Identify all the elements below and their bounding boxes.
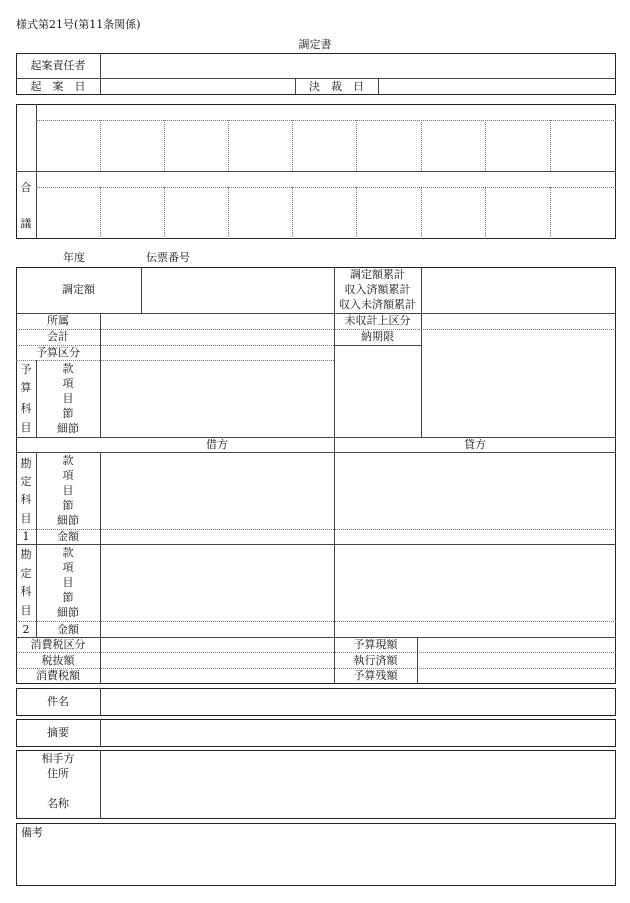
budget-remaining-label: 予算残額 [353,669,398,682]
subject-name-field[interactable] [101,689,615,715]
account1-level-setsu: 節 [62,499,74,512]
subject-level-kou: 項 [62,377,74,390]
account1-level-kan: 款 [62,454,74,467]
account2-char-1: 勘 [20,548,32,561]
affiliation-field[interactable] [101,314,333,328]
account1-debit-field[interactable] [101,453,333,528]
slip-number-label: 伝票番号 [146,251,190,264]
subject-level-saisetsu: 細節 [57,422,79,435]
account2-char-2: 定 [20,567,32,580]
decision-date-label: 決 裁 日 [309,80,364,93]
approval-label-bottom: 議 [20,217,32,230]
account1-char-2: 定 [20,475,32,488]
cumulative-field[interactable] [422,268,615,312]
approval-label-top: 合 [20,181,32,194]
account2-level-kan: 款 [62,546,74,559]
subject-level-setsu: 節 [62,407,74,420]
assessed-amount-field[interactable] [142,268,333,312]
budget-category-field[interactable] [101,346,333,359]
accounting-field[interactable] [101,330,333,344]
subject-name-label: 件名 [47,695,69,708]
budget-subject-char-2: 算 [20,381,32,394]
decision-date-field[interactable] [379,79,615,94]
page-title: 調定書 [298,38,332,51]
budget-subject-char-4: 目 [20,421,32,434]
budget-subject-char-1: 予 [20,363,32,376]
budget-subject-field[interactable] [101,361,333,436]
account2-level-kou: 項 [62,561,74,574]
account2-level-saisetsu: 細節 [57,606,79,619]
account1-level-kou: 項 [62,469,74,482]
payment-deadline-field[interactable] [422,330,615,436]
budget-current-field[interactable] [418,638,615,651]
pre-tax-amount-field[interactable] [101,653,333,667]
account2-amount-label: 金額 [57,623,79,636]
unrecorded-division-field[interactable] [422,314,615,328]
account1-char-1: 勘 [20,457,32,470]
credit-label: 貸方 [464,438,486,451]
summary-field[interactable] [101,720,615,746]
draft-date-label: 起 案 日 [30,80,86,93]
subject-level-kan: 款 [62,362,74,375]
executed-field[interactable] [418,653,615,667]
account2-credit-field[interactable] [335,545,615,620]
summary-label: 摘要 [47,726,69,739]
counterparty-address-label: 住所 [47,767,69,780]
form-number: 様式第21号(第11条関係) [16,18,141,31]
tax-amount-label: 消費税額 [36,669,80,682]
account1-level-moku: 目 [62,484,74,497]
account1-char-4: 目 [20,512,32,525]
counterparty-name-label: 名称 [47,797,69,810]
account1-char-3: 科 [20,493,32,506]
drafter-label: 起案責任者 [30,59,86,72]
tax-amount-field[interactable] [101,669,333,683]
account1-credit-field[interactable] [335,453,615,528]
account2-number: 2 [22,623,30,636]
budget-category-label: 予算区分 [36,346,80,359]
budget-subject-char-3: 科 [20,402,32,415]
account1-number: 1 [22,530,30,543]
tax-category-field[interactable] [101,638,333,651]
drafter-field[interactable] [101,54,615,77]
account2-debit-field[interactable] [101,545,333,620]
executed-label: 執行済額 [353,654,398,667]
payment-deadline-label: 納期限 [361,330,394,343]
counterparty-field[interactable] [101,751,615,818]
account1-level-saisetsu: 細節 [57,514,79,527]
fiscal-year-label: 年度 [63,251,85,264]
remarks-label: 備考 [21,826,43,839]
remarks-field[interactable] [17,842,615,885]
cumulative-unreceived-label: 収入未済額累計 [339,298,416,311]
account2-level-setsu: 節 [62,591,74,604]
cumulative-received-label: 収入済額累計 [344,283,411,296]
draft-date-field[interactable] [101,79,294,94]
account2-level-moku: 目 [62,576,74,589]
budget-remaining-field[interactable] [418,669,615,683]
subject-level-moku: 目 [62,392,74,405]
budget-current-label: 予算現額 [353,638,398,651]
assessed-amount-label: 調定額 [62,283,95,296]
affiliation-label: 所属 [47,314,69,327]
tax-category-label: 消費税区分 [30,638,86,651]
cumulative-assessed-label: 調定額累計 [350,268,405,281]
account2-char-4: 目 [20,604,32,617]
unrecorded-division-label: 未収計上区分 [344,314,411,327]
counterparty-title: 相手方 [41,752,75,765]
account1-amount-label: 金額 [57,530,79,543]
pre-tax-amount-label: 税抜額 [41,654,75,667]
debit-label: 借方 [206,438,228,451]
account2-char-3: 科 [20,585,32,598]
accounting-label: 会計 [47,330,69,343]
